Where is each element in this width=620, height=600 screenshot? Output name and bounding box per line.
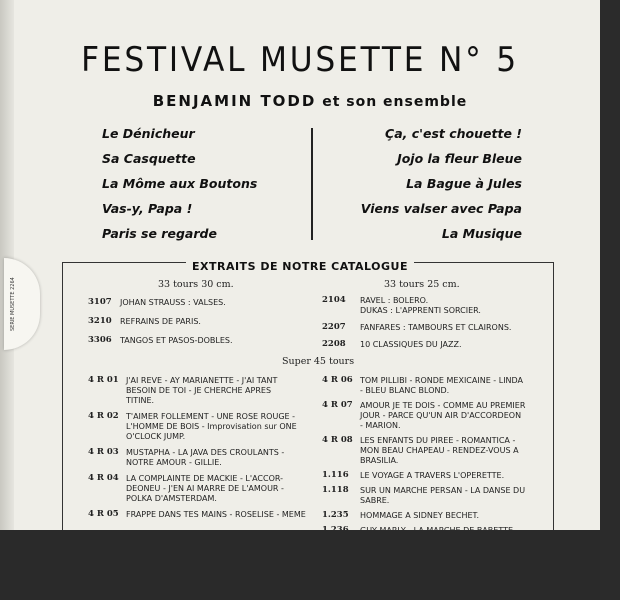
catalog-entry-text: REFRAINS DE PARIS. [120, 317, 201, 326]
catalog-entry-text: LES ENFANTS DU PIREE - ROMANTICA - [360, 436, 516, 445]
catalog-code: 3107 [88, 297, 112, 307]
catalog-entry-text: TITINE. [126, 396, 155, 405]
catalog-entry-text: AMOUR JE TE DOIS - COMME AU PREMIER [360, 401, 526, 410]
catalog-code: 3210 [88, 316, 112, 326]
track-title: Sa Casquette [102, 151, 196, 166]
catalog-entry-text: SUR UN MARCHE PERSAN - LA DANSE DU [360, 486, 526, 495]
catalog-code: 4 R 03 [88, 447, 119, 457]
catalog-entry-text: O'CLOCK JUMP. [126, 432, 186, 441]
catalog-entry-text: BRASILIA. [360, 456, 399, 465]
track-title: Ça, c'est chouette ! [385, 126, 522, 141]
tracklist-right [361, 126, 522, 251]
section-lp30: 33 tours 30 cm. [158, 279, 234, 290]
album-artist [0, 92, 620, 110]
catalog-entry-text: J'AI REVE - AY MARIANETTE - J'AI TANT [126, 376, 278, 385]
catalog-entry-text: 10 CLASSIQUES DU JAZZ. [360, 340, 462, 349]
catalog-entry-text: RAVEL : BOLERO. [360, 296, 429, 305]
track-title: Le Dénicheur [102, 126, 195, 141]
catalog-entry-text: JOHAN STRAUSS : VALSES. [120, 298, 226, 307]
catalog-entry-text: - MARION. [360, 421, 401, 430]
catalog-entry-text: BESOIN DE TOI - JE CHERCHE APRES [126, 386, 272, 395]
catalog-entry-text: POLKA D'AMSTERDAM. [126, 494, 217, 503]
album-title: FESTIVAL MUSETTE N° 5 [81, 40, 519, 80]
catalog-code: 3306 [88, 335, 112, 345]
track-title: La Môme aux Boutons [102, 176, 258, 191]
catalog-code: 4 R 04 [88, 473, 119, 483]
track-title: La Bague à Jules [406, 176, 522, 191]
background-surface [0, 530, 600, 600]
tracklist-divider [311, 128, 313, 240]
catalog-code: 1.116 [322, 470, 349, 480]
catalog-code: 4 R 05 [88, 509, 119, 519]
catalog-code: 4 R 07 [322, 400, 353, 410]
track-title: La Musique [441, 226, 522, 241]
track-title: Vas-y, Papa ! [102, 201, 193, 216]
track-title: Paris se regarde [102, 226, 217, 241]
catalog-title: EXTRAITS DE NOTRE CATALOGUE [0, 255, 600, 274]
catalog-entry-text: T'AIMER FOLLEMENT - UNE ROSE ROUGE - [126, 412, 296, 421]
catalog-entry-text: MON BEAU CHAPEAU - RENDEZ-VOUS A [360, 446, 519, 455]
catalog-code: 2208 [322, 339, 346, 349]
catalog-entry-text: TOM PILLIBI - RONDE MEXICAINE - LINDA [360, 376, 524, 385]
section-super45: Super 45 tours [282, 356, 355, 367]
artist-name: BENJAMIN TODD [152, 92, 317, 110]
catalog-entry-text: FANFARES : TAMBOURS ET CLAIRONS. [360, 323, 512, 332]
catalog-entry-text: LE VOYAGE A TRAVERS L'OPERETTE. [360, 471, 505, 480]
catalog-entry-text: TANGOS ET PASOS-DOBLES. [120, 336, 233, 345]
record-label-text: SERIE MUSETTE 2264 [10, 277, 16, 331]
catalog-code: 4 R 06 [322, 375, 353, 385]
catalog-code: 4 R 02 [88, 411, 119, 421]
catalog-entry-text: SABRE. [360, 496, 390, 505]
track-title: Viens valser avec Papa [360, 201, 522, 216]
catalog-code: 1.235 [322, 510, 349, 520]
catalog-entry-text: DEONEU - J'EN AI MARRE DE L'AMOUR - [126, 484, 284, 493]
catalog-code: 4 R 08 [322, 435, 353, 445]
catalog-entry-text: - BLEU BLANC BLOND. [360, 386, 450, 395]
catalog-entry-text: NOTRE AMOUR - GILLIE. [126, 458, 222, 467]
catalog-entry-text: JOUR - PARCE QU'UN AIR D'ACCORDEON [360, 411, 522, 420]
catalog-entry-text: HOMMAGE A SIDNEY BECHET. [360, 511, 480, 520]
catalog-entry-text: DUKAS : L'APPRENTI SORCIER. [360, 306, 481, 315]
catalog-entry-text: FRAPPE DANS TES MAINS - ROSELISE - MEME [126, 510, 306, 519]
catalog-code: 4 R 01 [88, 375, 119, 385]
catalog-code: 1.118 [322, 485, 349, 495]
catalog-code: 2207 [322, 322, 346, 332]
artist-suffix: et son ensemble [322, 94, 468, 110]
catalog-entry-text: LA COMPLAINTE DE MACKIE - L'ACCOR- [126, 474, 283, 483]
tracklist-left [102, 126, 257, 251]
track-title: Jojo la fleur Bleue [397, 151, 522, 166]
catalog-code: 2104 [322, 295, 346, 305]
catalog-entry-text: L'HOMME DE BOIS - Improvisation sur ONE [126, 422, 297, 431]
catalog-entry-text: MUSTAPHA - LA JAVA DES CROULANTS - [126, 448, 285, 457]
section-lp25: 33 tours 25 cm. [384, 279, 460, 290]
